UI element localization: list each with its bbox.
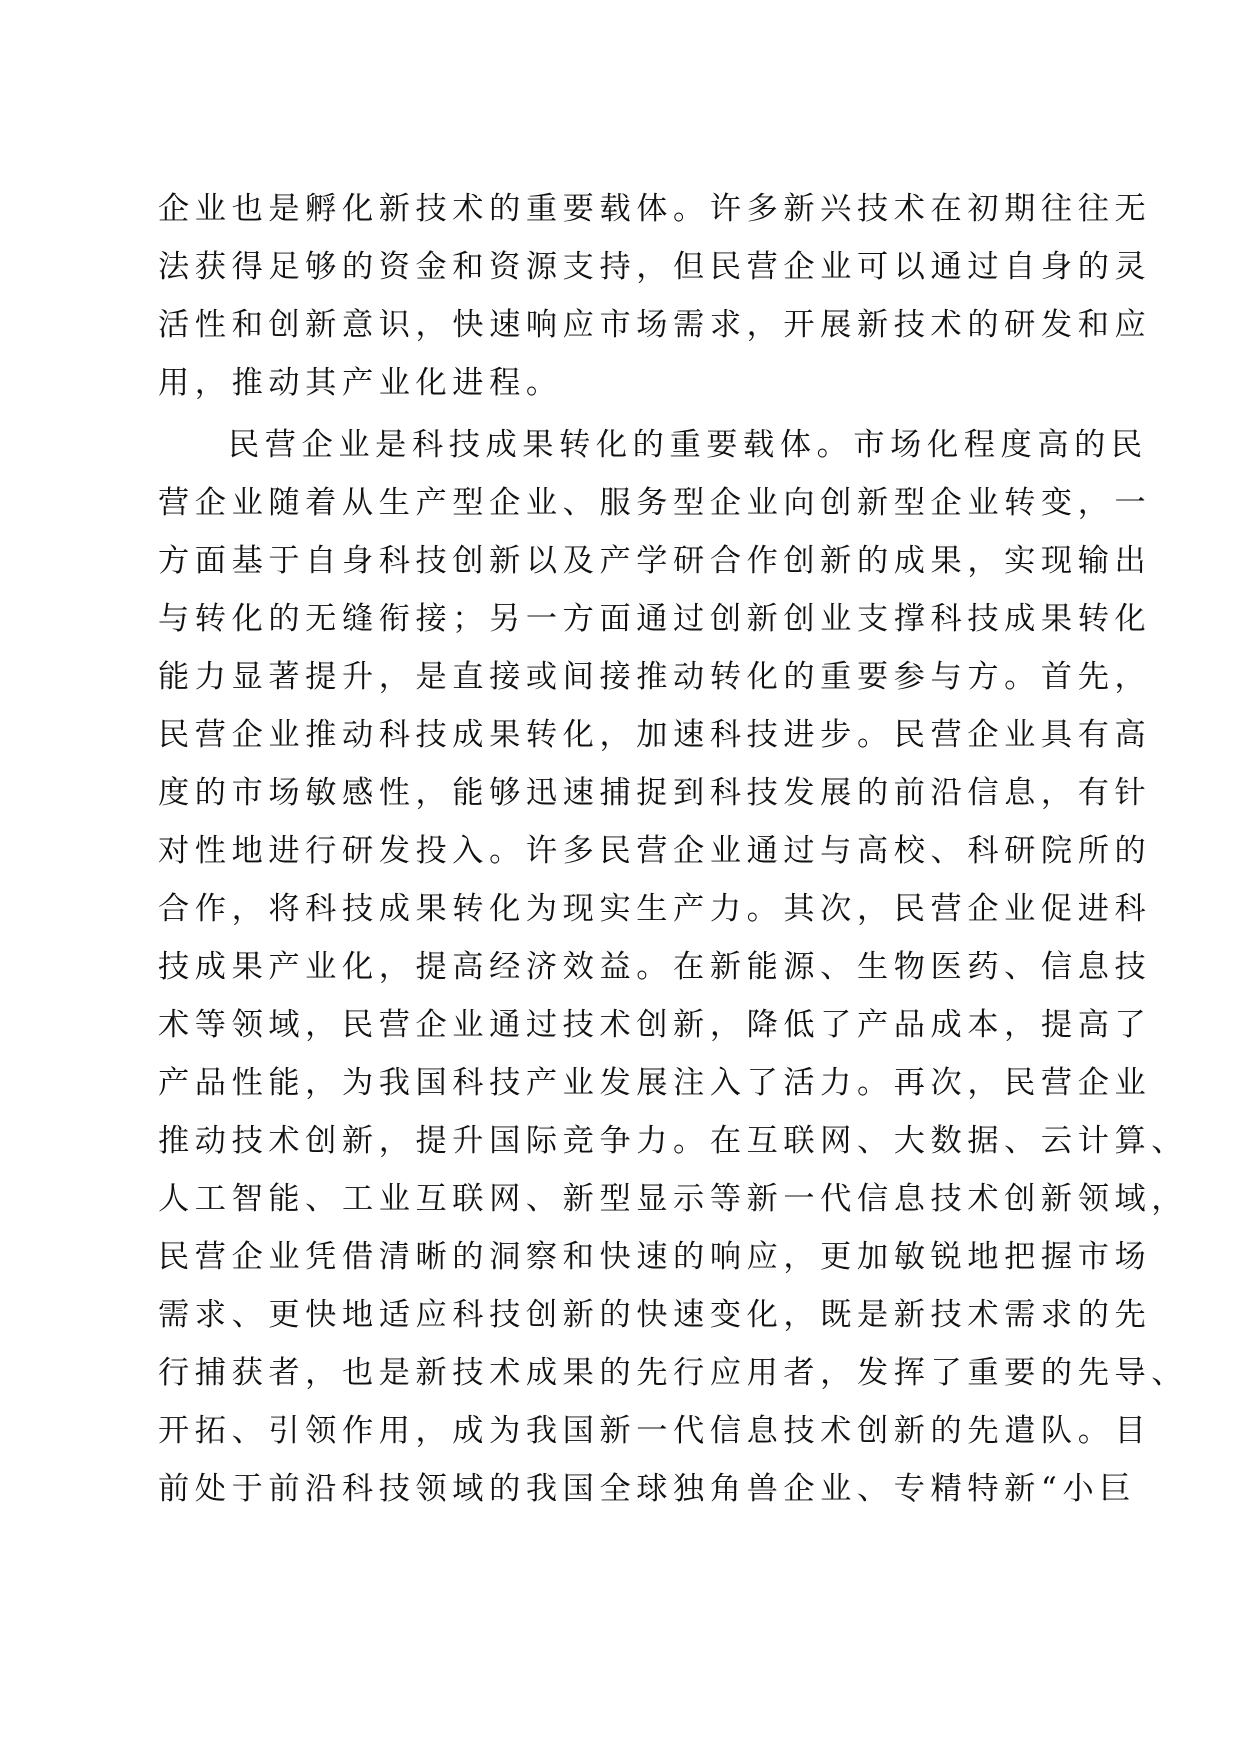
paragraph-line: 与转化的无缝衔接；另一方面通过创新创业支撑科技成果转化 [158,601,1152,637]
paragraph-line: 营企业随着从生产型企业、服务型企业向创新型企业转变，一 [158,485,1152,521]
paragraph-line: 需求、更快地适应科技创新的快速变化，既是新技术需求的先 [158,1297,1152,1333]
paragraph-1 [158,180,1152,412]
paragraph-line: 企业也是孵化新技术的重要载体。许多新兴技术在初期往往无 [158,191,1152,227]
paragraph-line: 前处于前沿科技领域的我国全球独角兽企业、专精特新“小巨 [158,1471,1137,1507]
paragraph-line: 民营企业推动科技成果转化，加速科技进步。民营企业具有高 [158,717,1152,753]
paragraph-line: 能力显著提升，是直接或间接推动转化的重要参与方。首先， [158,659,1152,695]
paragraph-line: 术等领域，民营企业通过技术创新，降低了产品成本，提高了 [158,1007,1152,1043]
paragraph-line: 行捕获者，也是新技术成果的先行应用者，发挥了重要的先导、 [158,1355,1189,1391]
paragraph-line: 推动技术创新，提升国际竞争力。在互联网、大数据、云计算、 [158,1123,1189,1159]
body-text [158,180,1189,1518]
paragraph-line: 活性和创新意识，快速响应市场需求，开展新技术的研发和应 [158,307,1152,343]
paragraph-line: 合作，将科技成果转化为现实生产力。其次，民营企业促进科 [158,891,1152,927]
paragraph-2 [158,416,1189,1518]
paragraph-line: 方面基于自身科技创新以及产学研合作创新的成果，实现输出 [158,543,1152,579]
paragraph-line: 度的市场敏感性，能够迅速捕捉到科技发展的前沿信息，有针 [158,775,1152,811]
paragraph-line: 对性地进行研发投入。许多民营企业通过与高校、科研院所的 [158,833,1152,869]
paragraph-line: 民营企业是科技成果转化的重要载体。市场化程度高的民 [228,427,1148,463]
paragraph-line: 开拓、引领作用，成为我国新一代信息技术创新的先遣队。目 [158,1413,1152,1449]
paragraph-line: 用，推动其产业化进程。 [158,365,563,401]
paragraph-line: 人工智能、工业互联网、新型显示等新一代信息技术创新领域， [158,1181,1189,1217]
paragraph-line: 法获得足够的资金和资源支持，但民营企业可以通过自身的灵 [158,249,1152,285]
paragraph-line: 技成果产业化，提高经济效益。在新能源、生物医药、信息技 [158,949,1152,985]
paragraph-line: 民营企业凭借清晰的洞察和快速的响应，更加敏锐地把握市场 [158,1239,1152,1275]
paragraph-line: 产品性能，为我国科技产业发展注入了活力。再次，民营企业 [158,1065,1152,1101]
